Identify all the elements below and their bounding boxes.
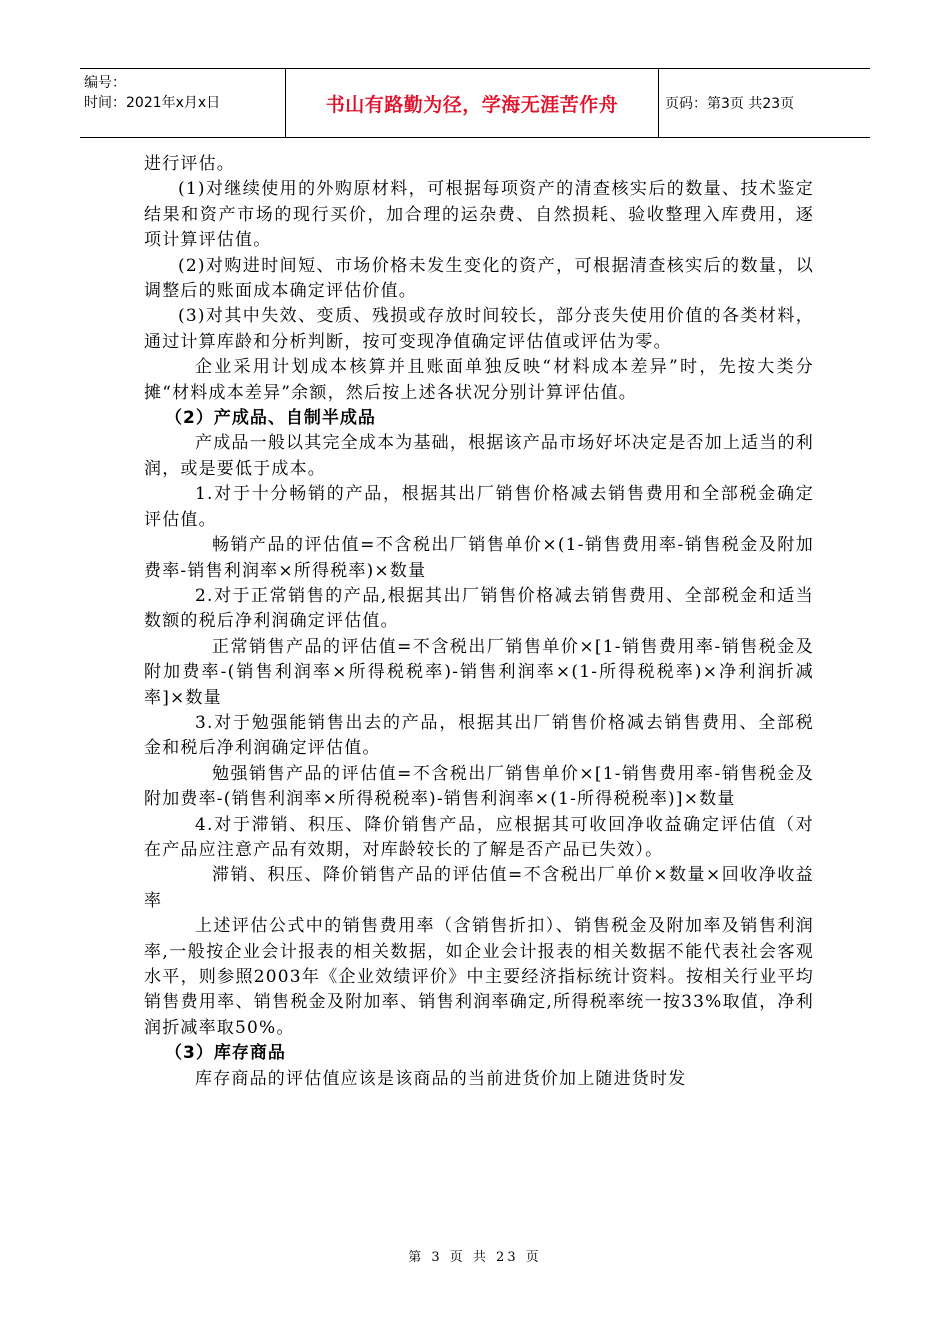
formula-paragraph: 正常销售产品的评估值=不含税出厂销售单价×[1-销售费用率-销售税金及附加费率-(销售利润率×所得税税率)-销售利润率×(1-所得税税率)×净利润折减率]×数量 <box>144 636 814 708</box>
paragraph: 4.对于滞销、积压、降价销售产品，应根据其可收回净收益确定评估值（对在产品应注意产品有效期，对库龄较长的了解是否产品已失效）。 <box>144 814 814 860</box>
paragraph: 企业采用计划成本核算并且账面单独反映“材料成本差异”时，先按大类分摊“材料成本差异”余额，然后按上述各状况分别计算评估值。 <box>144 357 814 403</box>
formula-paragraph: 滞销、积压、降价销售产品的评估值=不含税出厂单价×数量×回收净收益率 <box>144 865 814 911</box>
paragraph: 上述评估公式中的销售费用率（含销售折扣）、销售税金及附加率及销售利润率,一般按企业会计报表的相关数据，如企业会计报表的相关数据不能代表社会客观水平，则参照2003年《企业效绩评价》中主要经济指标统计资料。按相关行业平均销售费用率、销售税金及附加率、销售利润率确定,所得税率统一按33%取值，净利润折减率取50%。 <box>144 916 814 1038</box>
formula-paragraph: 勉强销售产品的评估值=不含税出厂销售单价×[1-销售费用率-销售税金及附加费率-(销售利润率×所得税税率)-销售利润率×(1-所得税税率)]×数量 <box>144 763 814 810</box>
paragraph: 1.对于十分畅销的产品，根据其出厂销售价格减去销售费用和全部税金确定评估值。 <box>144 484 814 530</box>
header-page-number: 页码：第3页 共23页 <box>665 96 795 112</box>
paragraph: (3)对其中失效、变质、残损或存放时间较长，部分丧失使用价值的各类材料，通过计算库龄和分析判断，按可变现净值确定评估值或评估为零。 <box>144 306 814 352</box>
paragraph: (2)对购进时间短、市场价格未发生变化的资产，可根据清查核实后的数量，以调整后的账面成本确定评估价值。 <box>144 255 814 302</box>
header-meta <box>80 69 285 137</box>
paragraph: 产成品一般以其完全成本为基础，根据该产品市场好坏决定是否加上适当的利润，或是要低于成本。 <box>144 433 814 479</box>
section-heading: （2）产成品、自制半成品 <box>165 408 376 429</box>
section-heading: （3）库存商品 <box>165 1043 286 1064</box>
formula-paragraph: 畅销产品的评估值=不含税出厂销售单价×(1-销售费用率-销售税金及附加费率-销售利润率×所得税率)×数量 <box>144 535 814 581</box>
paragraph: 库存商品的评估值应该是该商品的当前进货价加上随进货时发 <box>195 1068 687 1089</box>
page-footer: 第 3 页 共 23 页 <box>408 1250 542 1265</box>
page-header <box>80 68 870 138</box>
paragraph: (1)对继续使用的外购原材料，可根据每项资产的清查核实后的数量、技术鉴定结果和资产市场的现行买价，加合理的运杂费、自然损耗、验收整理入库费用，逐项计算评估值。 <box>144 179 814 251</box>
paragraph: 3.对于勉强能销售出去的产品，根据其出厂销售价格减去销售费用、全部税金和税后净利润确定评估值。 <box>144 712 814 759</box>
header-motto: 书山有路勤为径，学海无涯苦作舟 <box>285 69 659 137</box>
document-time-label: 时间：2021年x月x日 <box>84 95 221 111</box>
paragraph: 进行评估。 <box>144 154 235 174</box>
document-number-label: 编号： <box>84 75 126 91</box>
document-body <box>144 152 814 1092</box>
paragraph: 2.对于正常销售的产品,根据其出厂销售价格减去销售费用、全部税金和适当数额的税后净利润确定评估值。 <box>144 585 814 632</box>
